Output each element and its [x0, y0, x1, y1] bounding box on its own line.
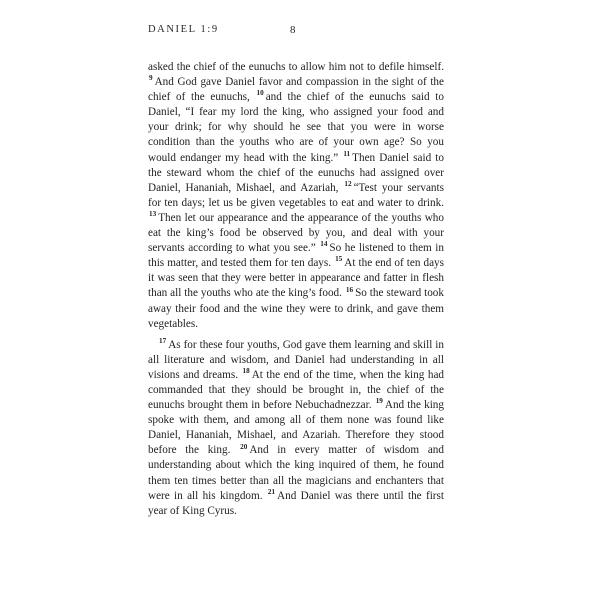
verse-text: Then let our appearance and the appearance of the youths who eat the king’s food be observed by you, and deal with your servants according to what you see.” [148, 211, 444, 255]
verse-number: 13 [149, 210, 157, 219]
verse-text: So he listened to them in this matter, and tested them for ten days. [148, 242, 444, 270]
verse-number: 15 [335, 255, 343, 264]
verse-text: Then Daniel said to the steward whom the chief of the eunuchs had assigned over Daniel, Hananiah, Mishael, and Azariah, [148, 151, 445, 194]
verse-text: asked the chief of the eunuchs to allow him not to defile himself. [148, 61, 444, 73]
verse-text: At the end of ten days it was seen that they were better in appearance and fatter in flesh than all the youths who ate the king’s food. [148, 257, 444, 300]
page-header [148, 24, 444, 42]
verse-number: 21 [267, 487, 276, 496]
verse-number: 10 [256, 89, 264, 98]
verse-text: And in every matter of wisdom and understanding about which the king inquired of them, he found them ten times better than all the magicians and enchanters that were in all his kingdom. [148, 444, 444, 502]
verse-number: 16 [345, 285, 354, 294]
verse-text: and the chief of the eunuchs said to Daniel, “I fear my lord the king, who assigned your food and your drink; for why should he see that you were in worse condition than the youths who are of your own age? So you would endanger my head with the king.” [148, 91, 444, 164]
verse-text: And God gave Daniel favor and compassion in the sight of the chief of the eunuchs, [148, 76, 444, 104]
verse [148, 61, 444, 73]
verse-text: So the steward took away their food and the wine they were to drink, and gave them vegetables. [148, 287, 444, 330]
verse-number: 18 [242, 367, 250, 376]
page-number: 8 [290, 24, 296, 36]
verse-text: At the end of the time, when the king had commanded that they should be brought in, the chief of the eunuchs brought them in before Nebuchadnezzar. [148, 368, 445, 412]
verse-number: 12 [344, 180, 352, 189]
verse-number: 19 [375, 397, 383, 406]
verse-number: 14 [320, 240, 328, 249]
verse-number: 20 [240, 442, 248, 451]
verse-text: And the king spoke with them, and among all of them none was found like Daniel, Hananiah, Mishael, and Azariah. Therefore they stood before the king. [148, 399, 444, 457]
verse-text: “Test your servants for ten days; let us be given vegetables to eat and water to drink. [148, 181, 444, 209]
verse-number: 17 [159, 336, 167, 345]
verse-text: And Daniel was there until the first year of King Cyrus. [148, 489, 444, 517]
body-text [148, 60, 444, 519]
paragraph [148, 338, 444, 519]
running-head: DANIEL 1:9 [148, 24, 219, 35]
verse-text: As for these four youths, God gave them learning and skill in all literature and wisdom, and Daniel had understanding in all visions and dreams. [148, 338, 444, 381]
verse-number: 11 [343, 149, 351, 158]
verse-number: 9 [149, 74, 153, 83]
paragraph [148, 60, 444, 332]
